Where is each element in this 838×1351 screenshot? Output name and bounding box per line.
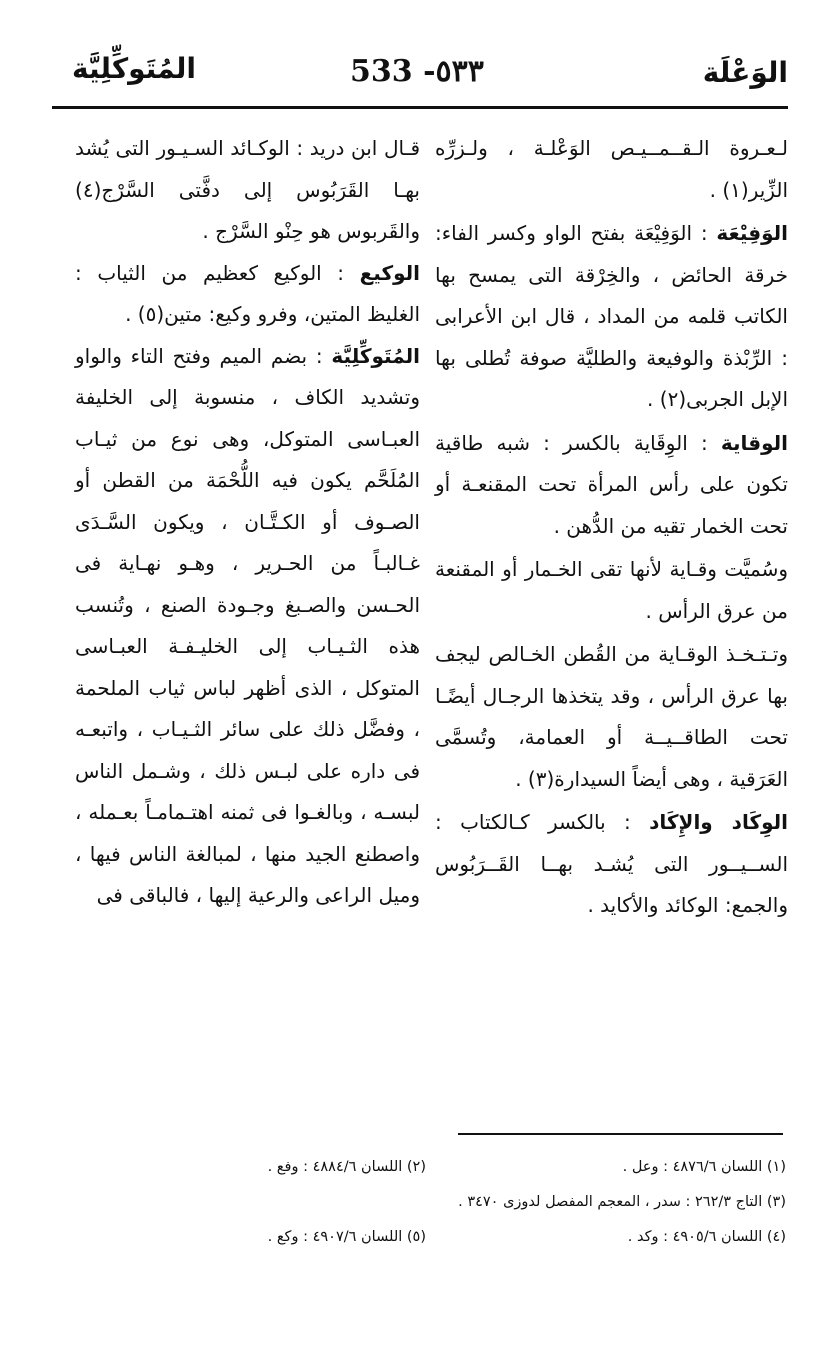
entry-term: الوقاية (720, 430, 788, 455)
entry-text: لـعـروة الـقــمــيـص الوَعْلـة ، ولـزرِّه الزِّير(١) . (435, 136, 788, 202)
entry-text: : بضم الميم وفتح التاء والواو وتشديد الكاف ، منسوبة إلى الخليفة العبـاسى المتوكل، وهى نوع من ثيـاب المُلَحَّم يكون فيه اللُّحْمَة من القطن أو الصـوف أو الكـتَّـان ، ويكون السَّـدَى غـالبـاً من الحـرير ، وهـو نهـاية فى الحـسن والصـبغ وجـودة الصنع ، وتُنسب هذه الثـيـاب إلى الخليـفـة العبـاسى المتوكل ، الذى أظهر لباس ثياب الملحمة ، وفضَّل ذلك على سائر الثـيـاب ، واتبعـه فى داره على لبـس ذلك ، وشـمل الناس لبسـه ، وبالغـوا فى ثمنه اهتـمامـاً بعـمله ، واصطنع الجيد منها ، لمبالغة الناس فيها ، وميل الراعى والرعية إليها ، فالباقى فى (75, 343, 420, 907)
paragraph (75, 253, 420, 336)
entry-text: : الوكيع كعظيم من الثياب : الغليظ المتين، وفرو وكيع: متين(٥) . (75, 260, 420, 326)
paragraph (75, 336, 420, 917)
header-left-title: المُتَوكِّلِيَّة (72, 52, 196, 85)
paragraph (435, 213, 788, 421)
footnote-1: (١) اللسان ٤٨٧٦/٦ : وعل . (622, 1159, 786, 1175)
footnote-2: (٢) اللسان ٤٨٨٤/٦ : وفع . (267, 1159, 426, 1175)
footnote-row (71, 1185, 786, 1220)
footnote-divider (458, 1133, 783, 1135)
paragraph (75, 128, 420, 253)
entry-term: الوكيع (359, 260, 420, 285)
left-column (75, 128, 420, 917)
entry-term: الوَفِيْعَة (716, 221, 788, 245)
entry-text: وتـتـخـذ الوقـاية من القُطن الخـالص ليجف بها عرق الرأس ، وقد يتخذها الرجـال أيضًـا تحت الطاقــيــة أو العمامة، وتُسمَّى العَرَقية ، وهى أيضاً السيدارة(٣) . (435, 642, 788, 791)
entry-text: وسُميَّت وقـاية لأنها تقى الخـمار أو المقنعة من عرق الرأس . (435, 557, 788, 623)
paragraph (435, 634, 788, 800)
page-header (0, 48, 838, 108)
footnote-row (71, 1220, 786, 1255)
entry-term: المُتَوكِّلِيَّة (331, 343, 420, 368)
paragraph (435, 802, 788, 927)
paragraph (435, 128, 788, 211)
header-right-title: الوَعْلَة (702, 56, 788, 89)
footnote-4: (٤) اللسان ٤٩٠٥/٦ : وكد . (627, 1229, 786, 1245)
footnote-5: (٥) اللسان ٤٩٠٧/٦ : وكع . (267, 1229, 426, 1245)
paragraph (435, 423, 788, 548)
footnotes (71, 1150, 786, 1255)
footnote-3: (٣) التاج ٢٦٢/٣ : سدر ، المعجم المفصل لدوزى ٣٤٧٠ . (458, 1194, 786, 1210)
entry-text: : الوَفِيْعَة بفتح الواو وكسر الفاء: خرقة الحائض ، والخِرْقة التى يمسح بها الكاتب قلمه من المداد ، قال ابن الأعرابى : الرِّبْذة والوفيعة والطليَّة صوفة تُطلى بها الإبل الجربى(٢) . (435, 221, 788, 411)
header-divider (52, 106, 788, 109)
entry-text: : الوِقَاية بالكسر : شبه طاقية تكون على رأس المرأة تحت المقنعـة أو تحت الخمار تقيه من الدُّهن . (435, 430, 788, 538)
entry-term: الوِكَاد والإِكَاد (649, 810, 788, 834)
page-number: 533 -٥٣٣ (350, 54, 484, 89)
entry-text: قـال ابن دريد : الوكـائد السـيـور التى يُشد بهـا القَرَبُوس إلى دفَّتى السَّرْج(٤) والقَربوس هو حِنْو السَّرْج . (75, 136, 420, 243)
paragraph (435, 549, 788, 632)
right-column (435, 128, 788, 927)
entry-text: : بالكسر كـالكتاب : الســيــور التى يُشـد بهــا القَــرَبُوس والجمع: الوكائد والأكايد . (435, 810, 788, 917)
footnote-row (71, 1150, 786, 1185)
